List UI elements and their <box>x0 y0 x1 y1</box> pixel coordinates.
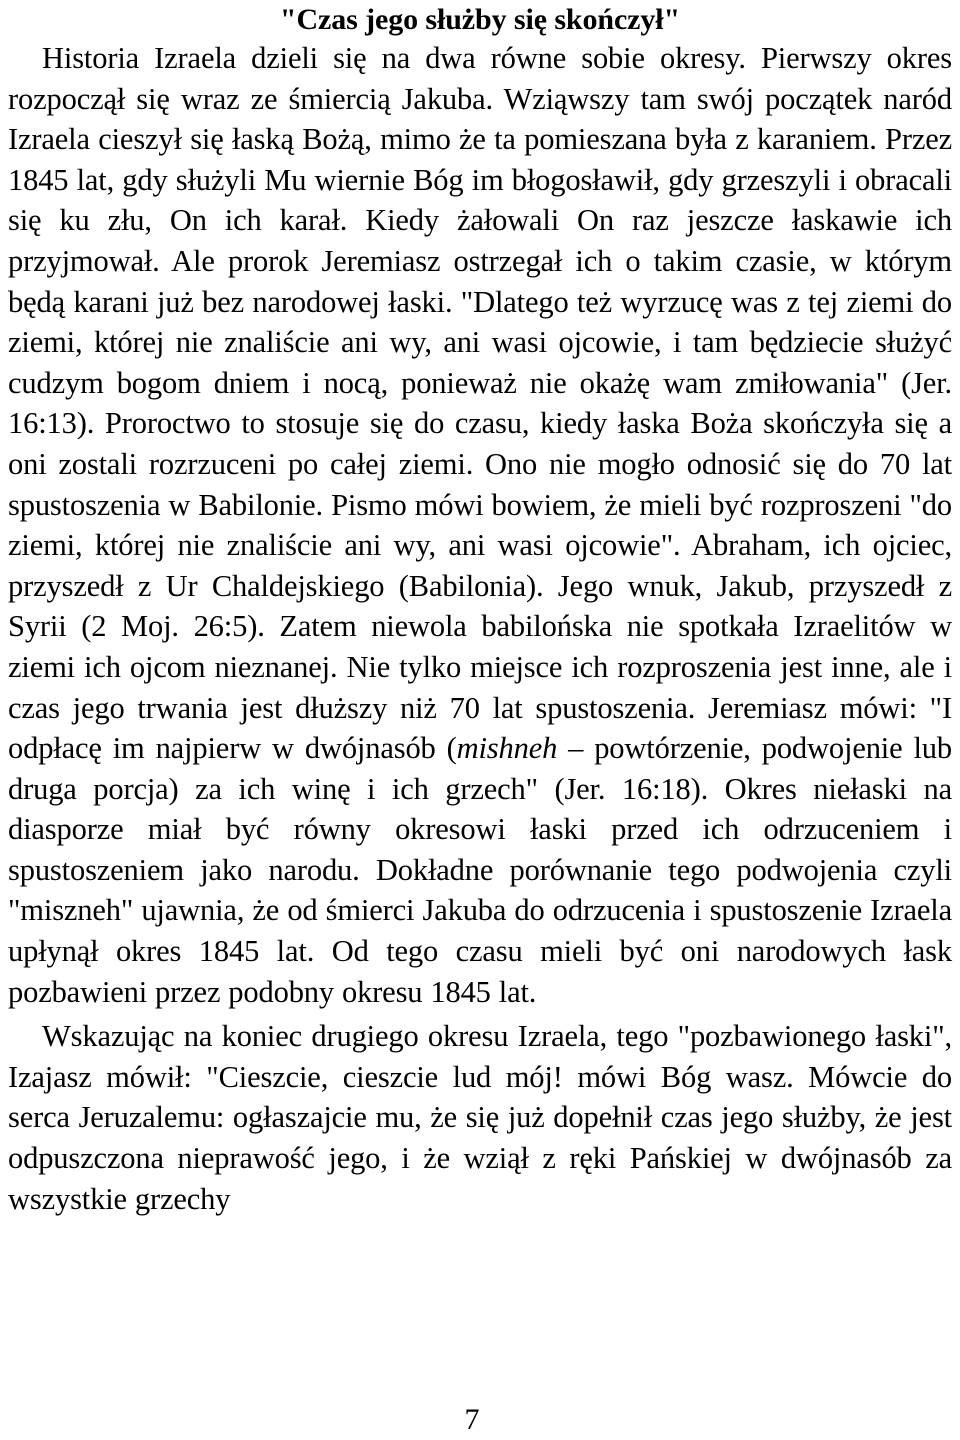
body-paragraph <box>8 1016 952 1219</box>
page-number: 7 <box>464 1403 480 1436</box>
body-paragraph <box>8 38 952 1012</box>
document-title: "Czas jego służby się skończył" <box>279 3 681 36</box>
paragraph-text: Wskazując na koniec drugiego okresu Izraela, tego "pozbawionego łaski", Izajasz mówił: "Cieszcie, cieszcie lud mój! mówi Bóg wasz. Mówcie do serca Jeruzalemu: ogłaszajcie mu, że się już dopełnił czas jego służby, że jest odpuszczona nieprawość jego, i że wziął z ręki Pańskiej w dwójnasób za wszystkie grzechy <box>8 1019 952 1216</box>
document-body <box>8 38 952 1219</box>
paragraph-text: Historia Izraela dzieli się na dwa równe sobie okresy. Pierwszy okres rozpoczął się wraz ze śmiercią Jakuba. Wziąwszy tam swój początek naród Izraela cieszył się łaską Bożą, mimo że ta pomieszana była z karaniem. Przez 1845 lat, gdy służyli Mu wiernie Bóg im błogosławił, gdy grzeszyli i obracali się ku złu, On ich karał. Kiedy żałowali On raz jeszcze łaskawie ich przyjmował. Ale prorok Jeremiasz ostrzegał ich o takim czasie, w którym będą karani już bez narodowej łaski. "Dlatego też wyrzucę was z tej ziemi do ziemi, której nie znaliście ani wy, ani wasi ojcowie, i tam będziecie służyć cudzym bogom dniem i nocą, ponieważ nie okażę wam zmiłowania" (Jer. 16:13). Proroctwo to stosuje się do czasu, kiedy łaska Boża skończyła się a oni zostali rozrzuceni po całej ziemi. Ono nie mogło odnosić się do 70 lat spustoszenia w Babilonie. Pismo mówi bowiem, że mieli być rozproszeni "do ziemi, której nie znaliście ani wy, ani wasi ojcowie". Abraham, ich ojciec, przyszedł z Ur Chaldejskiego (Babilonia). Jego wnuk, Jakub, przyszedł z Syrii (2 Moj. 26:5). Zatem niewola babilońska nie spotkała Izraelitów w ziemi ich ojcom nieznanej. Nie tylko miejsce ich rozproszenia jest inne, ale i czas jego trwania jest dłuższy niż 70 lat spustoszenia. Jeremiasz mówi: "I odpłacę im najpierw w dwójnasób ( <box>8 41 952 766</box>
paragraph-text: – powtórzenie, podwojenie lub druga porcja) za ich winę i ich grzech" (Jer. 16:18). Okres niełaski na diasporze miał być równy okresowi łaski przed ich odrzuceniem i spustoszeniem jako narodu. Dokładne porównanie tego podwojenia czyli "miszneh" ujawnia, że od śmierci Jakuba do odrzucenia i spustoszenie Izraela upłynął okres 1845 lat. Od tego czasu mieli być oni narodowych łask pozbawieni przez podobny okresu 1845 lat. <box>8 731 952 1009</box>
italic-term: mishneh <box>456 731 558 766</box>
document-page <box>8 0 952 1219</box>
